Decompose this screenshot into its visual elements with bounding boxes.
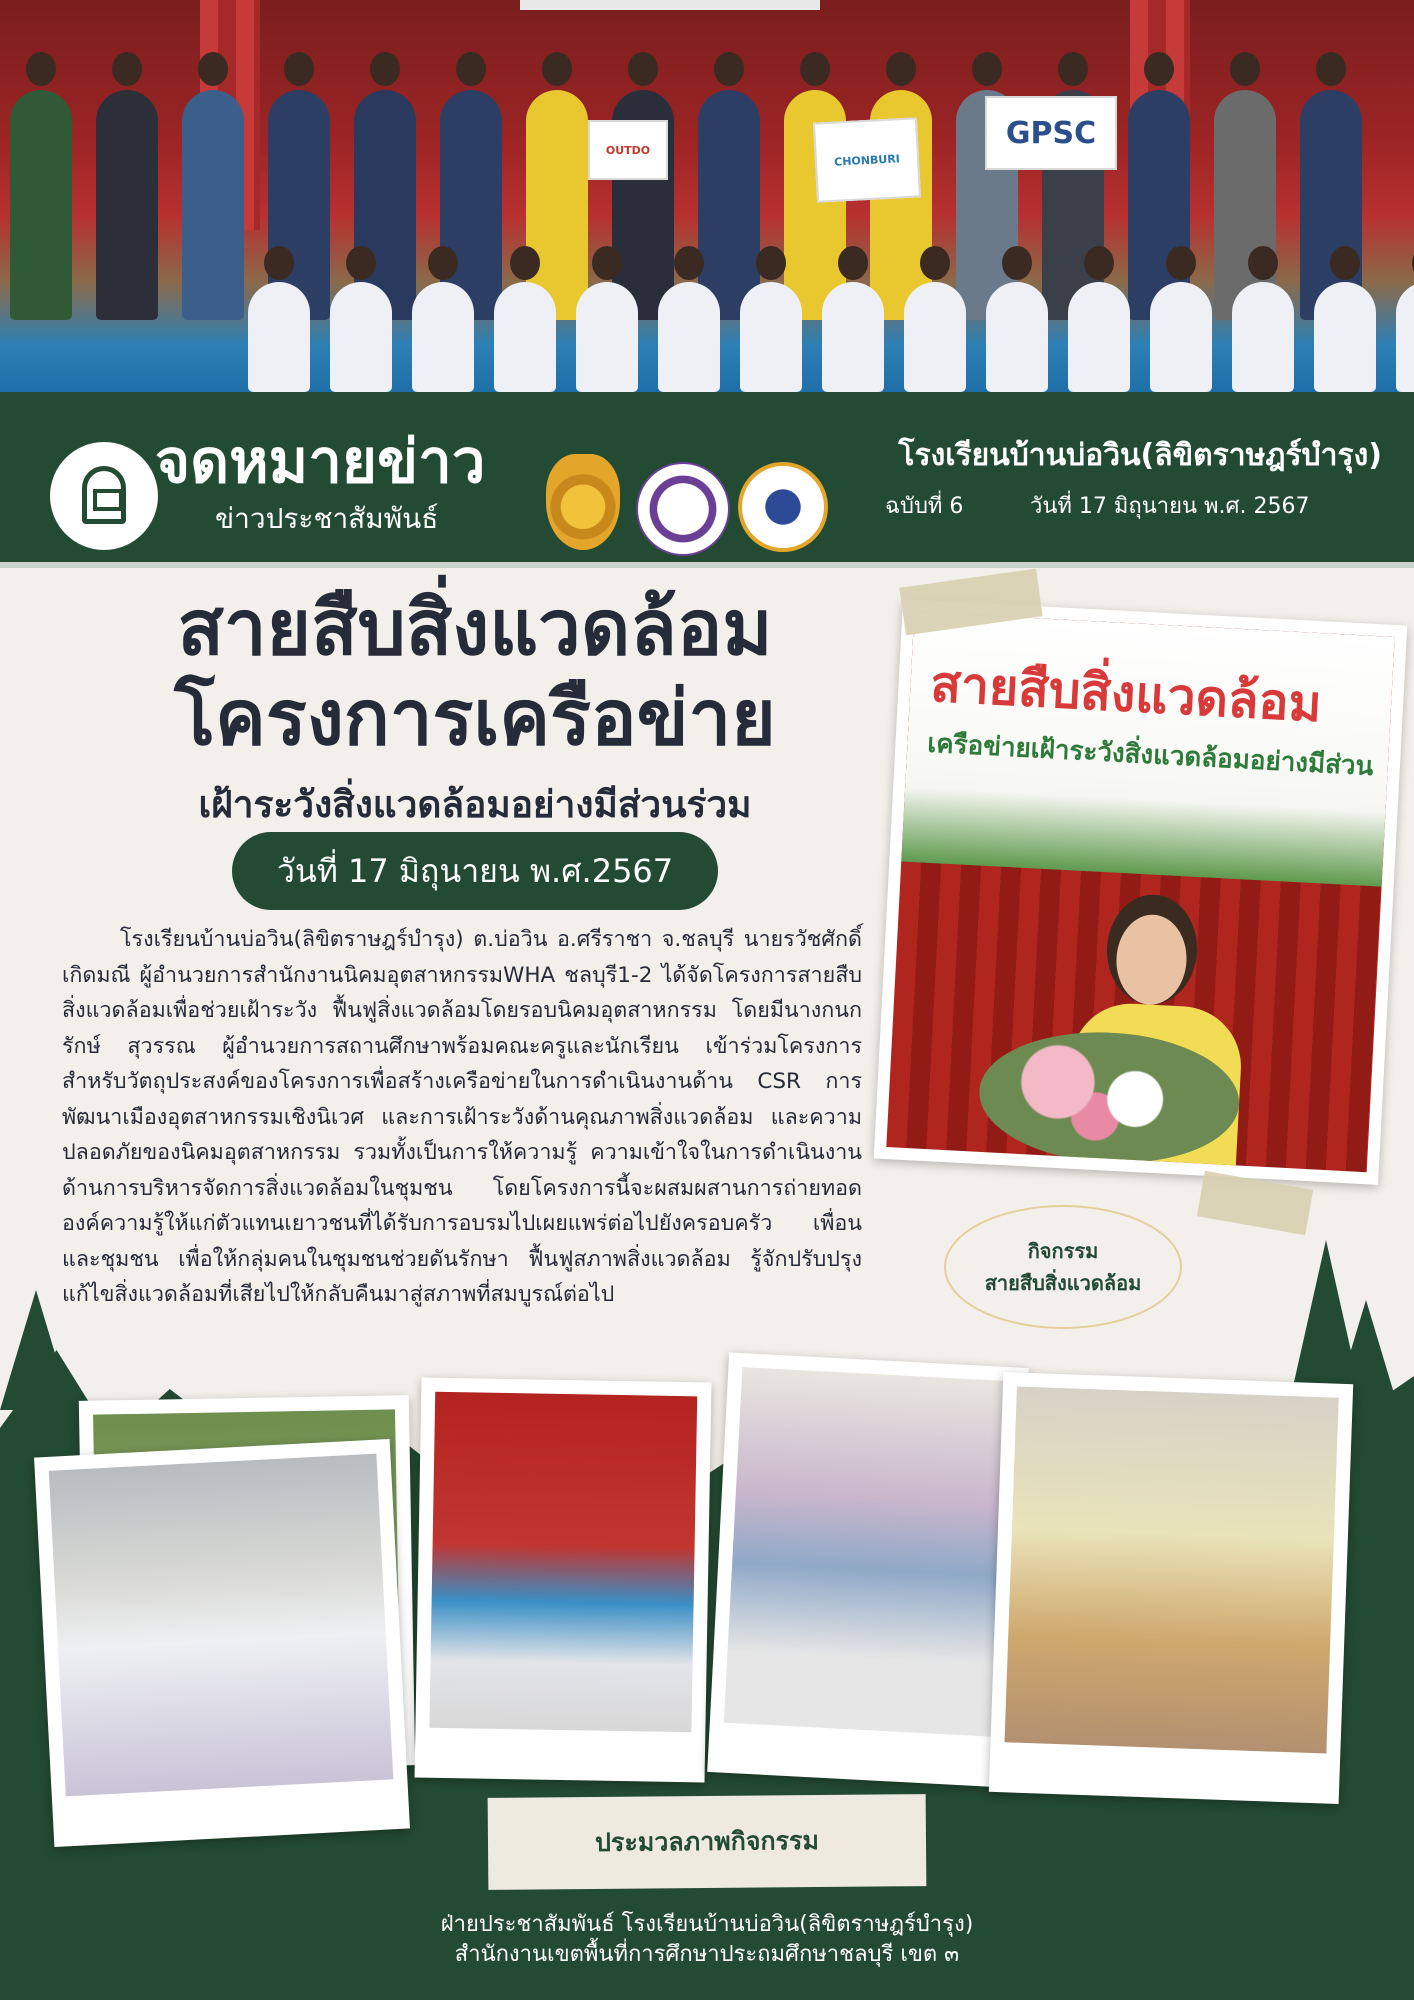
adult-figure: [10, 90, 72, 320]
event-date-pill: วันที่ 17 มิถุนายน พ.ศ.2567: [232, 832, 718, 910]
student-head: [264, 246, 294, 280]
student-head: [428, 246, 458, 280]
activity-badge-line-2: สายสืบสิ่งแวดล้อม: [984, 1271, 1142, 1295]
stage-banner-edge: [520, 0, 820, 10]
gallery-photo-stage: [415, 1377, 712, 1782]
adult-head: [972, 52, 1002, 86]
newsletter-header: [0, 392, 1414, 568]
mailbox-icon: [82, 466, 126, 524]
newsletter-title: จดหมายข่าว: [155, 427, 486, 497]
student-figure: [1068, 282, 1130, 392]
gallery-photo-hall: [34, 1439, 410, 1847]
student-figure: [658, 282, 720, 392]
sign-outdoor: OUTDO: [588, 120, 668, 180]
tree-icon: [0, 1290, 72, 1410]
adult-head: [1058, 52, 1088, 86]
headline-line-1: สายสืบสิ่งแวดล้อม: [177, 583, 773, 672]
adult-head: [1316, 52, 1346, 86]
student-figure: [1396, 282, 1414, 392]
student-head: [1002, 246, 1032, 280]
mailbox-badge: [50, 442, 158, 550]
school-seal-logo: [636, 462, 730, 556]
student-figure: [1150, 282, 1212, 392]
student-figure: [740, 282, 802, 392]
student-figure: [576, 282, 638, 392]
student-figure: [494, 282, 556, 392]
student-head: [346, 246, 376, 280]
gallery-photo-classroom: [707, 1352, 1029, 1787]
sign-gpsc: GPSC: [985, 96, 1117, 170]
footer-office: สำนักงานเขตพื้นที่การศึกษาประถมศึกษาชลบุรี เขต ๓: [454, 1942, 960, 1967]
speaker-photo: [874, 599, 1408, 1185]
student-figure: [1232, 282, 1294, 392]
student-head: [756, 246, 786, 280]
student-head: [1166, 246, 1196, 280]
newsletter-subtitle: ข่าวประชาสัมพันธ์: [215, 502, 439, 535]
activity-badge-line-1: กิจกรรม: [1027, 1239, 1099, 1263]
ministry-emblem-logo: [546, 454, 620, 550]
adult-figure: [182, 90, 244, 320]
banner-title: สายสืบสิ่งแวดล้อม: [929, 654, 1324, 734]
adult-figure: [698, 90, 760, 320]
adult-figure: [96, 90, 158, 320]
student-head: [592, 246, 622, 280]
issue-number: ฉบับที่ 6: [885, 494, 964, 519]
student-head: [920, 246, 950, 280]
adult-head: [112, 52, 142, 86]
quality-school-logo: [738, 462, 828, 552]
adult-head: [370, 52, 400, 86]
adult-head: [26, 52, 56, 86]
student-figure: [248, 282, 310, 392]
adult-head: [198, 52, 228, 86]
adult-head: [628, 52, 658, 86]
school-name: โรงเรียนบ้านบ่อวิน(ลิขิตราษฎร์บำรุง): [898, 438, 1382, 473]
sign-chonburi: CHONBURI: [813, 117, 921, 202]
student-figure: [1314, 282, 1376, 392]
article-body: โรงเรียนบ้านบ่อวิน(ลิขิตราษฎร์บำรุง) ต.บ่อวิน อ.ศรีราชา จ.ชลบุรี นายรวัชศักดิ์ เกิดมณี ผู้อำนวยการสำนักงานนิคมอุตสาหกรรมWHA ชลบุรี1-2 ได้จัดโครงการสายสืบสิ่งแวดล้อมเพื่อช่วยเฝ้าระวัง ฟื้นฟูสิ่งแวดล้อมโดยรอบนิคมอุตสาหกรรม โดยมีนางกนกรักษ์ สุวรรณ ผู้อำนวยการสถานศึกษาพร้อมคณะครูและนักเรียน เข้าร่วมโครงการ สำหรับวัตถุประสงค์ของโครงการเพื่อสร้างเครือข่ายในการดำเนินงานด้าน CSR การพัฒนาเมืองอุตสาหกรรมเชิงนิเวศ และการเฝ้าระวังด้านคุณภาพสิ่งแวดล้อม และความปลอดภัยของนิคมอุตสาหกรรม รวมทั้งเป็นการให้ความรู้ ความเข้าใจในการดำเนินงานด้านการบริหารจัดการสิ่งแวดล้อมในชุมชน โดยโครงการนี้จะผสมผสานการถ่ายทอดองค์ความรู้ให้แก่ตัวแทนเยาวชนที่ได้รับการอบรมไปเผยแพร่ต่อไปยังครอบครัว เพื่อน และชุมชน เพื่อให้กลุ่มคนในชุมชนช่วยดันรักษา ฟื้นฟูสภาพสิ่งแวดล้อม รู้จักปรับปรุงแก้ไขสิ่งแวดล้อมที่เสียไปให้กลับคืนมาสู่สภาพที่สมบูรณ์ต่อไป: [62, 927, 862, 1307]
gallery-photo-exhibit: [989, 1372, 1353, 1804]
adult-head: [542, 52, 572, 86]
student-figure: [986, 282, 1048, 392]
headline-line-2: โครงการเครือข่าย: [174, 673, 776, 762]
adult-head: [1230, 52, 1260, 86]
top-group-photo: [0, 0, 1414, 392]
student-head: [1330, 246, 1360, 280]
gallery-label: ประมวลภาพกิจกรรม: [488, 1794, 927, 1890]
student-head: [838, 246, 868, 280]
student-head: [674, 246, 704, 280]
student-figure: [904, 282, 966, 392]
activity-badge: [944, 1205, 1182, 1329]
event-banner: [901, 612, 1394, 887]
adult-head: [1144, 52, 1174, 86]
student-head: [1084, 246, 1114, 280]
adult-head: [886, 52, 916, 86]
issue-date: วันที่ 17 มิถุนายน พ.ศ. 2567: [1030, 494, 1310, 519]
student-figure: [822, 282, 884, 392]
headline-line-3: เฝ้าระวังสิ่งแวดล้อมอย่างมีส่วนร่วม: [198, 783, 752, 826]
student-figure: [412, 282, 474, 392]
adult-head: [456, 52, 486, 86]
adult-head: [800, 52, 830, 86]
adult-head: [284, 52, 314, 86]
student-figure: [330, 282, 392, 392]
banner-subtitle: เครือข่ายเฝ้าระวังสิ่งแวดล้อมอย่างมีส่วน: [926, 728, 1375, 782]
student-head: [1248, 246, 1278, 280]
footer-department: ฝ่ายประชาสัมพันธ์ โรงเรียนบ้านบ่อวิน(ลิขิตราษฎร์บำรุง): [440, 1912, 974, 1937]
student-head: [510, 246, 540, 280]
adult-head: [714, 52, 744, 86]
